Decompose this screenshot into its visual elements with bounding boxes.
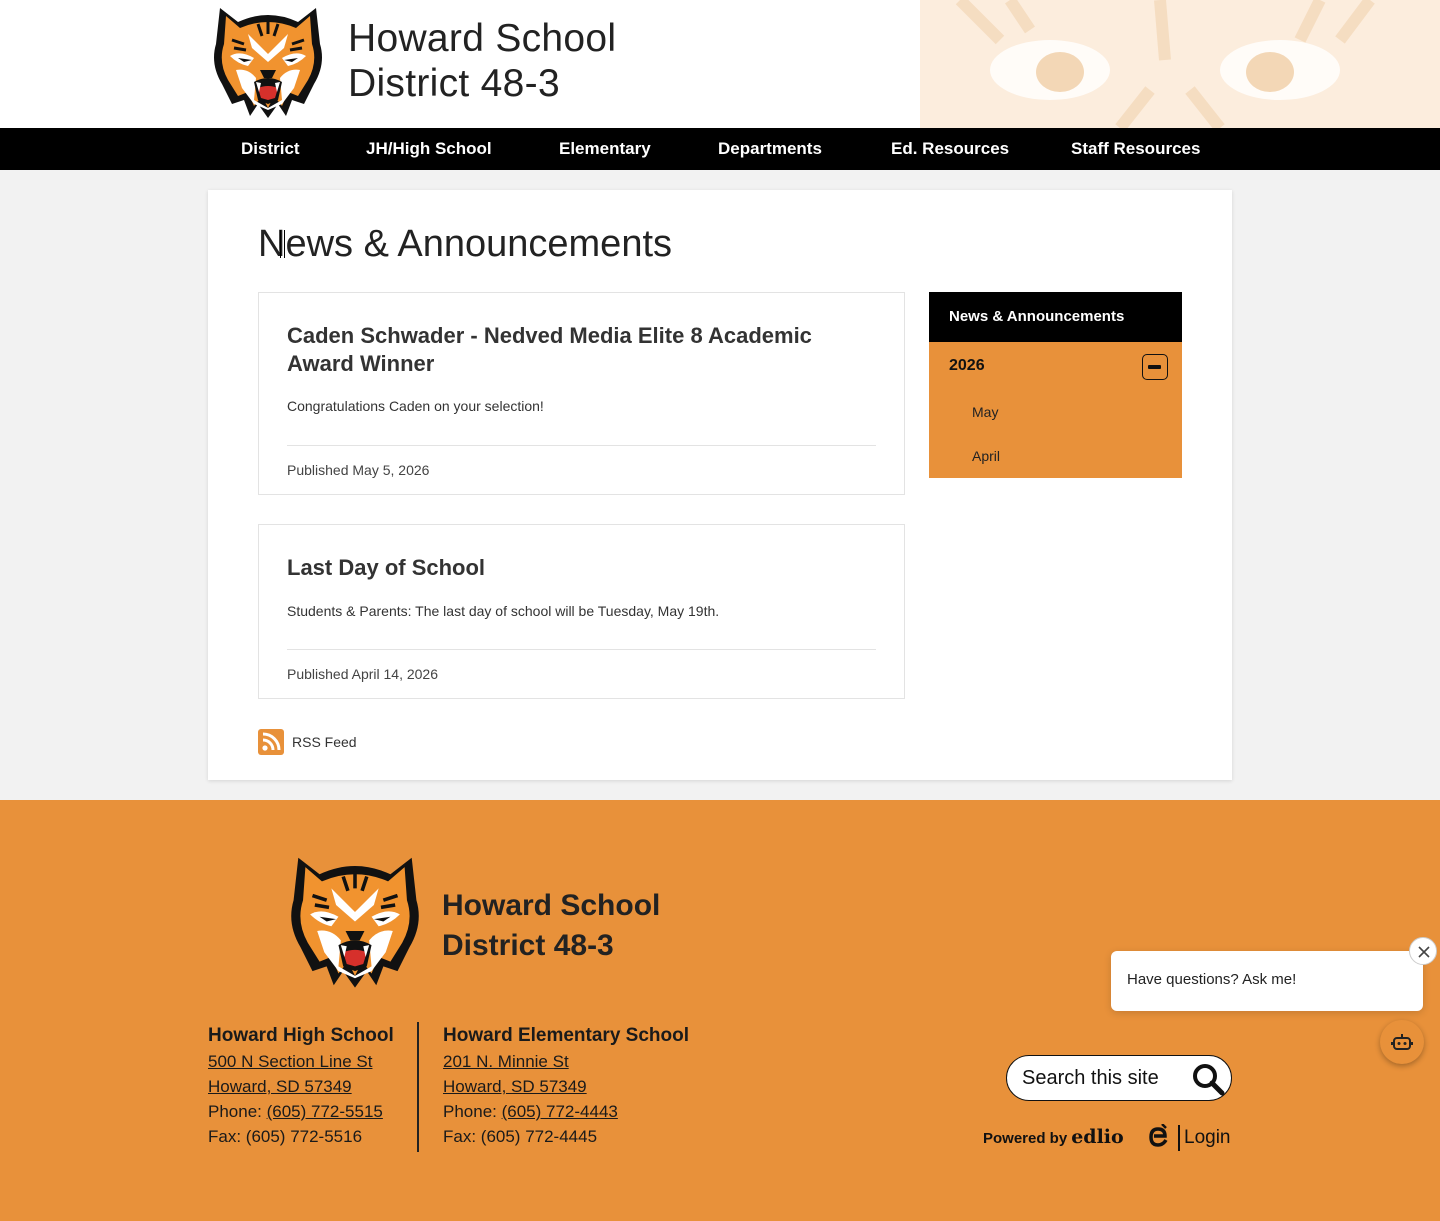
site-title[interactable] bbox=[348, 16, 616, 106]
news-article bbox=[258, 292, 905, 495]
tiger-watermark-icon bbox=[920, 0, 1440, 128]
news-article-divider bbox=[287, 445, 876, 446]
nav-item-departments[interactable]: Departments bbox=[718, 139, 822, 158]
close-icon bbox=[1417, 945, 1431, 959]
site-title-line2: District 48-3 bbox=[348, 62, 560, 105]
high-school-address bbox=[208, 1022, 394, 1149]
search-input[interactable]: Search this site bbox=[1022, 1067, 1159, 1089]
login-link[interactable]: Login bbox=[1184, 1127, 1231, 1148]
content-card bbox=[208, 190, 1232, 780]
news-article-summary: Students & Parents: The last day of school will be Tuesday, May 19th. bbox=[287, 603, 720, 619]
fax-text: Fax: (605) 772-4445 bbox=[443, 1127, 598, 1146]
tiger-head-logo-icon[interactable] bbox=[208, 4, 328, 120]
robot-icon bbox=[1391, 1031, 1413, 1053]
search-icon[interactable] bbox=[1191, 1062, 1225, 1096]
site-search[interactable] bbox=[1006, 1055, 1232, 1101]
news-article bbox=[258, 524, 905, 699]
footer-divider bbox=[417, 1022, 419, 1152]
phone-link[interactable]: (605) 772-4443 bbox=[501, 1102, 618, 1121]
news-article-summary: Congratulations Caden on your selection! bbox=[287, 398, 544, 414]
powered-by-label: Powered by bbox=[983, 1130, 1068, 1147]
minus-icon bbox=[1148, 365, 1161, 369]
main-navigation bbox=[0, 128, 1440, 170]
nav-item-ed-resources[interactable]: Ed. Resources bbox=[891, 139, 1010, 158]
rss-icon bbox=[258, 729, 284, 755]
phone-link[interactable]: (605) 772-5515 bbox=[266, 1102, 383, 1121]
collapse-year-button[interactable] bbox=[1142, 354, 1168, 380]
edlio-wordmark: edlio bbox=[1071, 1126, 1124, 1148]
sidebar-item-may[interactable]: May bbox=[972, 404, 999, 420]
city-link[interactable]: Howard, SD 57349 bbox=[443, 1077, 587, 1096]
school-name: Howard High School bbox=[208, 1025, 394, 1046]
chat-open-button[interactable] bbox=[1380, 1020, 1424, 1064]
sidebar-year-label: 2026 bbox=[949, 357, 985, 374]
footer-title-line1: Howard School bbox=[442, 889, 661, 922]
chat-prompt-text: Have questions? Ask me! bbox=[1127, 971, 1297, 988]
news-article-divider bbox=[287, 649, 876, 650]
tiger-head-logo-icon[interactable] bbox=[284, 853, 426, 990]
nav-item-district[interactable]: District bbox=[241, 139, 300, 158]
city-link[interactable]: Howard, SD 57349 bbox=[208, 1077, 352, 1096]
powered-by[interactable] bbox=[983, 1126, 1124, 1148]
phone-label: Phone: bbox=[208, 1102, 267, 1121]
sidebar-item-april[interactable]: April bbox=[972, 448, 1001, 464]
news-article-date: Published April 14, 2026 bbox=[287, 666, 438, 682]
sidebar-month-list bbox=[929, 390, 1182, 478]
street-link[interactable]: 201 N. Minnie St bbox=[443, 1052, 569, 1071]
footer-title bbox=[442, 886, 660, 966]
rss-feed-label: RSS Feed bbox=[292, 734, 357, 750]
news-article-title[interactable]: Caden Schwader - Nedved Media Elite 8 Academic Award Winner bbox=[287, 323, 812, 376]
school-name: Howard Elementary School bbox=[443, 1025, 690, 1046]
news-article-title[interactable]: Last Day of School bbox=[287, 555, 486, 580]
nav-item-staff-resources[interactable]: Staff Resources bbox=[1071, 139, 1201, 158]
site-header bbox=[0, 0, 1440, 128]
text-cursor bbox=[280, 230, 285, 258]
street-link[interactable]: 500 N Section Line St bbox=[208, 1052, 373, 1071]
nav-item-elementary[interactable]: Elementary bbox=[559, 139, 651, 158]
archive-sidebar bbox=[929, 292, 1182, 478]
site-title-line1: Howard School bbox=[348, 17, 617, 60]
page-title: News & Announcements bbox=[258, 223, 673, 265]
news-article-date: Published May 5, 2026 bbox=[287, 462, 430, 478]
elementary-school-address bbox=[443, 1022, 689, 1149]
fax-text: Fax: (605) 772-5516 bbox=[208, 1127, 363, 1146]
edlio-logo-icon[interactable] bbox=[1148, 1124, 1170, 1148]
sidebar-heading[interactable]: News & Announcements bbox=[929, 292, 1182, 342]
login-separator bbox=[1178, 1125, 1180, 1151]
sidebar-year-2026[interactable] bbox=[929, 342, 1182, 390]
chat-prompt-bubble[interactable] bbox=[1111, 951, 1423, 1011]
chat-close-button[interactable] bbox=[1409, 937, 1437, 965]
phone-label: Phone: bbox=[443, 1102, 502, 1121]
footer-title-line2: District 48-3 bbox=[442, 929, 614, 962]
nav-item-jh-high-school[interactable]: JH/High School bbox=[366, 139, 492, 158]
